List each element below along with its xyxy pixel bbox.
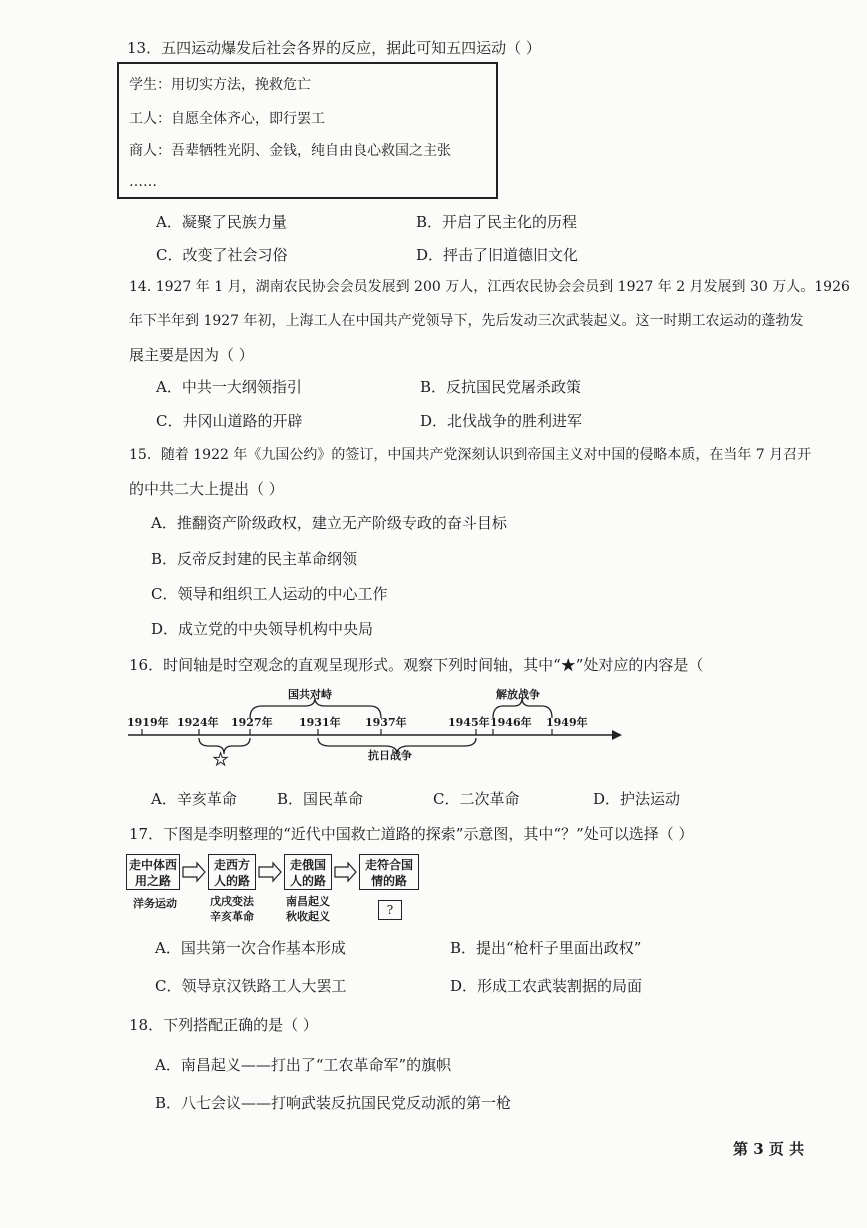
q15-line-1: 15．随着 1922 年《九国公约》的签订，中国共产党深刻认识到帝国主义对中国的侵略本质，在当年 7 月召开 — [129, 447, 812, 463]
flow-box2-line1: 走西方 — [213, 858, 250, 872]
flow-arrow-1 — [183, 863, 205, 881]
timeline-year-1949: 1949年 — [546, 716, 588, 729]
q13-stem: 13．五四运动爆发后社会各界的反应，据此可知五四运动（ ） — [127, 39, 541, 57]
q13-option-a[interactable]: A．凝聚了民族力量 — [156, 213, 287, 231]
q16-timeline — [0, 680, 867, 780]
q13-option-c[interactable]: C．改变了社会习俗 — [156, 246, 288, 264]
timeline-year-1919: 1919年 — [127, 716, 169, 729]
flow-box2-line2: 人的路 — [213, 874, 250, 888]
timeline-star: ★ — [213, 750, 229, 770]
q13-student-line: 学生：用切实方法，挽救危亡 — [129, 77, 311, 93]
q15-line-2: 的中共二大上提出（ ） — [129, 480, 284, 498]
q13-merchant-line: 商人：吾辈牺牲光阴、金钱，纯自由良心救国之主张 — [129, 143, 451, 159]
timeline-year-1931: 1931年 — [299, 716, 341, 729]
q13-worker-line: 工人：自愿全体齐心，即行罢工 — [129, 111, 325, 127]
q15-option-a[interactable]: A．推翻资产阶级政权，建立无产阶级专政的奋斗目标 — [151, 514, 507, 532]
q13-ellipsis: …… — [129, 174, 157, 190]
q14-line-2: 年下半年到 1927 年初，上海工人在中国共产党领导下，先后发动三次武装起义。这一时期工农运动的蓬勃发 — [129, 313, 804, 329]
flow-caption-3 — [279, 894, 337, 924]
q17-option-c[interactable]: C．领导京汉铁路工人大罢工 — [155, 977, 347, 995]
flow-caption-1: 洋务运动 — [133, 897, 177, 910]
q15-option-c[interactable]: C．领导和组织工人运动的中心工作 — [151, 585, 388, 603]
q18-stem: 18．下列搭配正确的是（ ） — [129, 1016, 318, 1034]
flow-caption-3-line2: 秋收起义 — [286, 910, 330, 923]
q18-option-b[interactable]: B．八七会议——打响武装反抗国民党反动派的第一枪 — [155, 1094, 512, 1112]
timeline-year-1924: 1924年 — [177, 716, 219, 729]
q17-option-d[interactable]: D．形成工农武装割据的局面 — [450, 977, 643, 995]
timeline-year-1927: 1927年 — [231, 716, 273, 729]
flow-box1-line2: 用之路 — [134, 874, 171, 888]
q13-option-d[interactable]: D．抨击了旧道德旧文化 — [416, 246, 579, 264]
q16-option-b[interactable]: B．国民革命 — [277, 790, 364, 808]
q14-line-3: 展主要是因为（ ） — [129, 346, 254, 364]
timeline-label-jiefang: 解放战争 — [496, 688, 540, 701]
q17-option-a[interactable]: A．国共第一次合作基本形成 — [155, 939, 346, 957]
q17-stem: 17．下图是李明整理的“近代中国救亡道路的探索”示意图，其中“？”处可以选择（ ） — [129, 825, 694, 843]
timeline-year-1945: 1945年 — [448, 716, 490, 729]
flow-box3-line1: 走俄国 — [289, 858, 326, 872]
flow-box-eguo — [284, 854, 332, 890]
q15-option-d[interactable]: D．成立党的中央领导机构中央局 — [151, 620, 374, 638]
flow-arrow-2 — [259, 863, 281, 881]
flow-arrow-3 — [335, 863, 356, 881]
q14-option-c[interactable]: C．井冈山道路的开辟 — [156, 412, 303, 430]
flow-box3-line2: 人的路 — [289, 874, 326, 888]
timeline-year-1937: 1937年 — [365, 716, 407, 729]
timeline-year-1946: 1946年 — [490, 716, 532, 729]
q14-option-d[interactable]: D．北伐战争的胜利进军 — [420, 412, 583, 430]
flow-box-xifang — [208, 854, 256, 890]
q14-line-1: 14. 1927 年 1 月，湖南农民协会会员发展到 200 万人，江西农民协会会员到 1927 年 2 月发展到 30 万人。1926 — [129, 279, 850, 295]
timeline-graphic — [0, 680, 867, 780]
q17-option-b[interactable]: B．提出“枪杆子里面出政权” — [450, 939, 642, 957]
q18-option-a[interactable]: A．南昌起义——打出了“工农革命军”的旗帜 — [155, 1056, 452, 1074]
q17-flow-diagram — [0, 850, 867, 930]
flow-box4-line2: 情的路 — [370, 874, 407, 888]
q16-option-d[interactable]: D．护法运动 — [593, 790, 681, 808]
timeline-label-guogong: 国共对峙 — [288, 688, 332, 701]
flow-caption-2 — [203, 894, 261, 924]
flow-box4-line1: 走符合国 — [364, 858, 413, 872]
flow-caption-2-line1: 戊戌变法 — [210, 895, 254, 908]
flow-caption-3-line1: 南昌起义 — [286, 895, 330, 908]
page-number: 第 3 页 共 — [733, 1140, 805, 1158]
q16-option-c[interactable]: C．二次革命 — [433, 790, 520, 808]
q13-option-b[interactable]: B．开启了民主化的历程 — [416, 213, 578, 231]
q16-option-a[interactable]: A．辛亥革命 — [151, 790, 237, 808]
flow-box1-line1: 走中体西 — [128, 858, 177, 872]
flow-caption-2-line2: 辛亥革命 — [210, 910, 254, 923]
timeline-arrowhead — [612, 730, 622, 740]
q14-option-a[interactable]: A．中共一大纲领指引 — [156, 378, 302, 396]
flow-box-fuhe-guoqing — [359, 854, 419, 890]
q14-option-b[interactable]: B．反抗国民党屠杀政策 — [420, 378, 582, 396]
flow-question-box: ? — [378, 900, 402, 920]
timeline-label-kangri: 抗日战争 — [368, 749, 412, 762]
flow-box-zhongti-xiyong — [126, 854, 180, 890]
q16-stem: 16．时间轴是时空观念的直观呈现形式。观察下列时间轴，其中“★”处对应的内容是（ — [129, 656, 704, 674]
q13-quote-box — [117, 62, 498, 199]
q15-option-b[interactable]: B．反帝反封建的民主革命纲领 — [151, 550, 358, 568]
